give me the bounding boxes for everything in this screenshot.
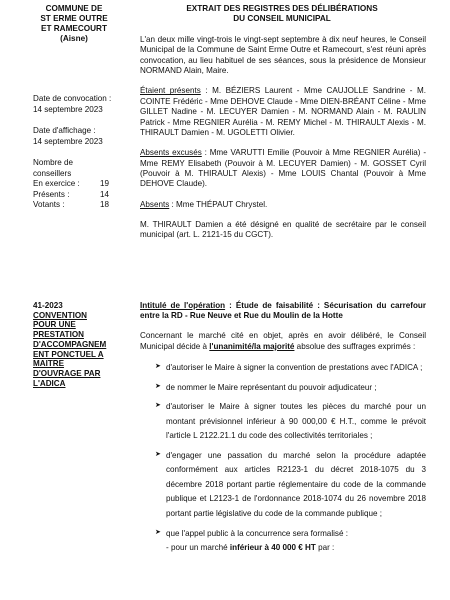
deliberation-title	[33, 301, 123, 388]
deliberation-title-line: MAITRE	[33, 359, 65, 369]
presents-label: Étaient présents	[140, 86, 201, 96]
deliberation-title-line: POUR UNE	[33, 320, 76, 330]
arrow-bullet-icon: ➤	[155, 402, 161, 410]
session-text	[140, 35, 426, 251]
convocation-label: Date de convocation :	[33, 94, 112, 103]
decision-item	[140, 400, 426, 444]
commune-line: ST ERME OUTRE	[40, 13, 108, 23]
decision-intro	[140, 331, 426, 352]
subitem-end: par :	[315, 543, 335, 553]
extrait-header	[134, 4, 430, 24]
extrait-line: DU CONSEIL MUNICIPAL	[233, 13, 331, 23]
stat-presents	[33, 190, 125, 201]
decision-item	[140, 381, 426, 396]
operation-label: Intitulé de l'opération	[140, 301, 226, 310]
conseillers-block	[33, 158, 125, 211]
stat-label: En exercice :	[33, 179, 80, 189]
stat-label: Votants :	[33, 200, 65, 210]
absents-list: : Mme THÉPAUT Chrystel.	[169, 199, 268, 209]
decision-vote: l'unanimité/la majorité	[209, 341, 295, 351]
decision-item	[140, 527, 426, 542]
session-intro: L'an deux mille vingt-trois le vingt-sept septembre à dix neuf heures, le Conseil Municipal de la Commune de Saint Erme Outre et Ramecourt, s'est réuni après convocation, au lieu habituel de ses séances, sous la présidence de Monsieur NORMAND Alain, Maire.	[140, 35, 426, 76]
deliberation-title-line: ENT PONCTUEL A	[33, 349, 104, 359]
decision-item-text: de nommer le Maire représentant du pouvoir adjudicateur ;	[166, 382, 377, 392]
decision-item-text: que l'appel public à la concurrence sera formalisé :	[166, 528, 348, 538]
conseillers-label: conseillers	[33, 168, 72, 178]
decision-intro-text: Concernant le marché cité en objet, après en avoir délibéré, le Conseil Municipal décide à	[140, 331, 426, 351]
stat-value: 18	[99, 200, 109, 210]
stat-votants	[33, 200, 125, 211]
stat-value: 19	[99, 179, 109, 189]
secretaire-paragraph: M. THIRAULT Damien a été désigné en qualité de secrétaire par le conseil municipal (art. L. 2121-15 du CGCT).	[140, 220, 426, 240]
subitem-text: - pour un marché	[166, 543, 230, 553]
arrow-bullet-icon: ➤	[155, 528, 161, 536]
absents-label: Absents	[140, 199, 170, 209]
affichage-label: Date d'affichage :	[33, 126, 96, 136]
deliberation-title-line: L'ADICA	[33, 378, 66, 388]
convocation-date: 14 septembre 2023	[33, 104, 103, 114]
arrow-bullet-icon: ➤	[155, 362, 161, 370]
excuses-list: : Mme VARUTTI Emilie (Pouvoir à Mme REGNIER Aurélia) - Mme REMY Elisabeth (Pouvoir à M. LECUYER Damien) - M. GOSSET Cyril (Pouvoir à M. THIRAULT Alexis) - Mme LOUIS Chantal (Pouvoir à Mme DEHOVE Claude).	[140, 148, 427, 189]
presents-paragraph	[140, 86, 426, 138]
operation-heading	[140, 301, 426, 321]
affichage-date: 14 septembre 2023	[33, 136, 103, 146]
stat-value: 14	[99, 189, 109, 199]
arrow-bullet-icon: ➤	[155, 450, 161, 458]
procedure-subitem	[140, 541, 426, 556]
subitem-threshold: inférieur à 40 000 € HT	[229, 543, 316, 553]
absents-paragraph	[140, 200, 426, 210]
commune-line: COMMUNE DE	[45, 4, 103, 13]
decision-item-text: d'autoriser le Maire à signer toutes les pièces du marché pour un montant prévisionnel inférieur à 90 000,00 € H.T., comme le prévoit l'article L 2122.21.1 du code des collectivités territoriales ;	[166, 402, 426, 441]
deliberation-title-line: D'OUVRAGE PAR	[33, 368, 101, 378]
decision-intro-end: absolue des suffrages exprimés :	[294, 341, 416, 351]
excuses-paragraph	[140, 148, 426, 189]
presents-list: : M. BÉZIERS Laurent - Mme CAUJOLLE Sandrine - M. COINTE Frédéric - Mme DEHOVE Claude - Mme DIEN-BRÉANT Céline - Mme GILLET Nadine - M. LECUYER Damien - M. NORMAND Alain - M. RAULIN Patrick - Mme REGNIER Aurélia - M. REMY Michel - M. THIRAULT Alexis - M. THIRAULT Damien - M. UGOLETTI Olivier.	[140, 86, 426, 137]
decision-item	[140, 361, 426, 376]
extrait-line: EXTRAIT DES REGISTRES DES DÉLIBÉRATIONS	[186, 4, 378, 13]
deliberation-title-line: PRESTATION	[33, 330, 84, 340]
decision-item-text: d'autoriser le Maire à signer la convention de prestations avec l'ADICA ;	[166, 362, 423, 372]
deliberation-title-line: D'ACCOMPAGNEM	[33, 339, 107, 349]
excuses-label: Absents excusés	[140, 148, 202, 158]
operation-text: : Étude de faisabilité : Sécurisation du carrefour entre la RD - Rue Neuve et Rue du Moulin de la Hotte	[140, 301, 427, 321]
commune-header	[26, 4, 122, 43]
convocation-block	[33, 94, 125, 115]
deliberation-body	[140, 301, 426, 556]
conseillers-label: Nombre de	[33, 158, 74, 168]
affichage-block	[33, 126, 125, 147]
decision-item	[140, 449, 426, 522]
meeting-metadata	[33, 94, 125, 211]
commune-line: (Aisne)	[60, 33, 88, 43]
deliberation-title-line: CONVENTION	[33, 310, 87, 320]
deliberation-number: 41-2023	[33, 301, 63, 310]
decision-item-text: d'engager une passation du marché selon la procédure adaptée conformément aux articles R2123-1 du décret 2018-1075 du 3 décembre 2018 portant partie réglementaire du code de la commande publique et L2123-1 de l'ordonnance 2018-1074 du 26 novembre 2018 portant partie législative du code de la commande publique ;	[166, 450, 426, 518]
arrow-bullet-icon: ➤	[155, 382, 161, 390]
commune-line: ET RAMECOURT	[41, 23, 107, 33]
stat-en-exercice	[33, 179, 125, 190]
stat-label: Présents :	[33, 189, 70, 199]
